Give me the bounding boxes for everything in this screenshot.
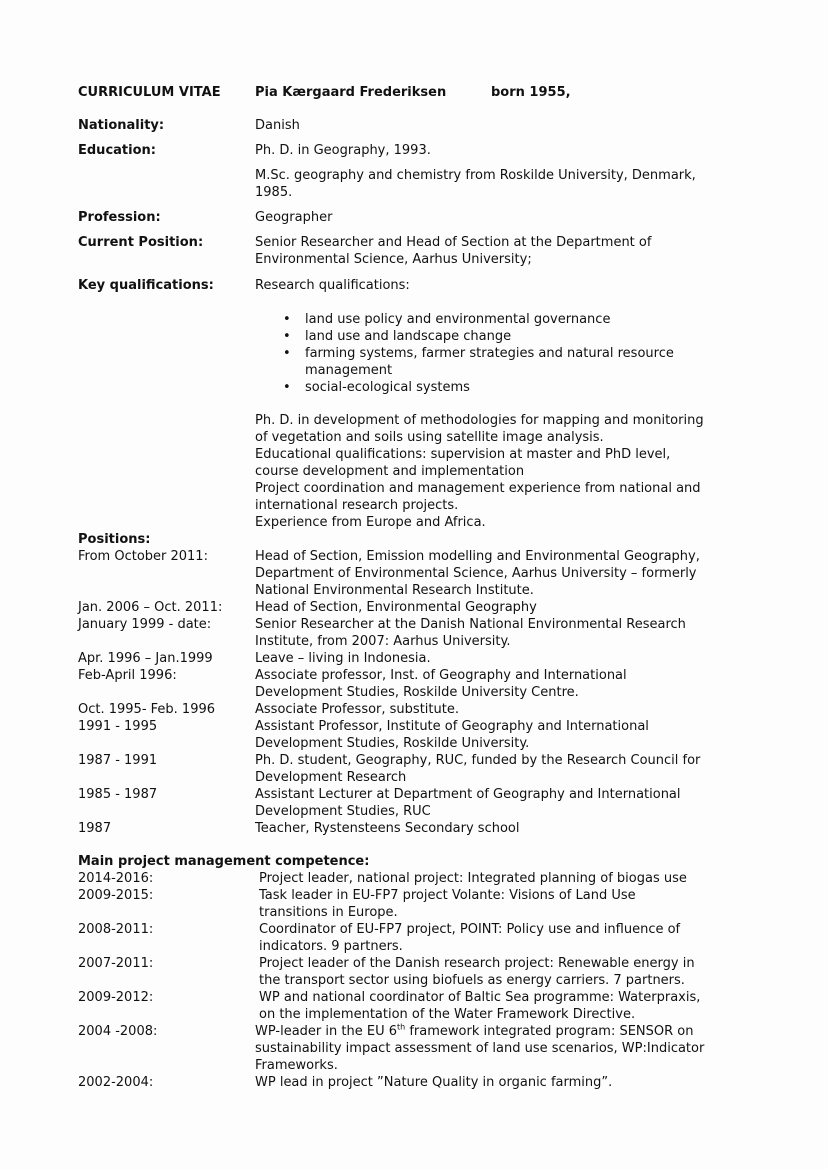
row-description: Head of Section, Emission modelling and Environmental Geography, Department of Environmental Science, Aarhus University – formerly National Environmental Research Institute. — [255, 549, 700, 598]
row-date: 2007-2011: — [78, 956, 154, 971]
row-date: 2009-2015: — [78, 888, 154, 903]
nationality-label: Nationality: — [78, 118, 165, 133]
text-part: WP-leader in the EU 6 — [255, 1024, 397, 1039]
row-description: Project leader of the Danish research project: Renewable energy in the transport sector using biofuels as energy carriers. 7 partners. — [259, 956, 695, 988]
row-date: 2004 -2008: — [78, 1024, 158, 1039]
positions-heading: Positions: — [78, 532, 151, 547]
birth-year: born 1955, — [491, 85, 571, 100]
nationality-value: Danish — [255, 118, 300, 133]
row-date: 1991 - 1995 — [78, 719, 158, 734]
profession-label: Profession: — [78, 210, 161, 225]
education-msc: M.Sc. geography and chemistry from Roskilde University, Denmark, 1985. — [255, 168, 696, 200]
row-date: January 1999 - date: — [78, 617, 212, 632]
row-description: WP lead in project ”Nature Quality in organic farming”. — [255, 1075, 613, 1090]
bullet-text: farming systems, farmer strategies and natural resource management — [305, 346, 674, 378]
person-name: Pia Kærgaard Frederiksen — [255, 85, 447, 100]
bullet-text: social-ecological systems — [305, 380, 470, 395]
current-position-value: Senior Researcher and Head of Section at the Department of Environmental Science, Aarhus University; — [255, 235, 652, 267]
row-description: Coordinator of EU-FP7 project, POINT: Policy use and influence of indicators. 9 partners. — [259, 922, 681, 954]
qualifications-paragraph: Ph. D. in development of methodologies for mapping and monitoring of vegetation and soils using satellite image analysis. Educational qualifications: supervision at master and PhD level, course development and implementation Project coordination and management experience from national and international research projects. Experience from Europe and Africa. — [255, 413, 704, 530]
row-date: Jan. 2006 – Oct. 2011: — [78, 600, 223, 615]
row-description: Leave – living in Indonesia. — [255, 651, 431, 666]
bullet-text: land use and landscape change — [305, 329, 512, 344]
row-description — [255, 1023, 704, 1074]
row-date: 2008-2011: — [78, 922, 154, 937]
bullet-text: land use policy and environmental governance — [305, 312, 611, 327]
row-date: 2009-2012: — [78, 990, 154, 1005]
row-date: 2002-2004: — [78, 1075, 154, 1090]
row-description: Associate professor, Inst. of Geography and International Development Studies, Roskilde University Centre. — [255, 668, 627, 700]
profession-value: Geographer — [255, 210, 333, 225]
row-description: Teacher, Rystensteens Secondary school — [255, 821, 520, 836]
row-description: Associate Professor, substitute. — [255, 702, 459, 717]
row-description: Assistant Lecturer at Department of Geography and International Development Studies, RUC — [255, 787, 681, 819]
row-date: From October 2011: — [78, 549, 208, 564]
education-phd: Ph. D. in Geography, 1993. — [255, 143, 431, 158]
row-date: 1987 — [78, 821, 112, 836]
current-position-label: Current Position: — [78, 235, 204, 250]
row-description: Head of Section, Environmental Geography — [255, 600, 537, 615]
education-label: Education: — [78, 143, 156, 158]
row-date: 1987 - 1991 — [78, 753, 158, 768]
row-date: 2014-2016: — [78, 871, 154, 886]
research-qualifications-intro: Research qualifications: — [255, 278, 410, 293]
row-description: Assistant Professor, Institute of Geography and International Development Studies, Roskilde University. — [255, 719, 649, 751]
row-description: WP and national coordinator of Baltic Sea programme: Waterpraxis, on the implementation of the Water Framework Directive. — [259, 990, 701, 1022]
text-part: framework integrated program: SENSOR on sustainability impact assessment of land use scenarios, WP:Indicator Frameworks. — [255, 1024, 705, 1073]
superscript: th — [396, 1022, 406, 1032]
row-description: Task leader in EU-FP7 project Volante: Visions of Land Use transitions in Europe. — [259, 888, 636, 920]
key-qualifications-label: Key qualifications: — [78, 278, 214, 293]
row-description: Senior Researcher at the Danish National Environmental Research Institute, from 2007: Aarhus University. — [255, 617, 686, 649]
cv-title: CURRICULUM VITAE — [78, 85, 221, 100]
row-description: Ph. D. student, Geography, RUC, funded by the Research Council for Development Research — [255, 753, 701, 785]
row-description: Project leader, national project: Integrated planning of biogas use — [259, 871, 687, 886]
row-date: Oct. 1995- Feb. 1996 — [78, 702, 216, 717]
row-date: Apr. 1996 – Jan.1999 — [78, 651, 213, 666]
row-date: Feb-April 1996: — [78, 668, 177, 683]
projects-heading: Main project management competence: — [78, 854, 370, 869]
row-date: 1985 - 1987 — [78, 787, 158, 802]
